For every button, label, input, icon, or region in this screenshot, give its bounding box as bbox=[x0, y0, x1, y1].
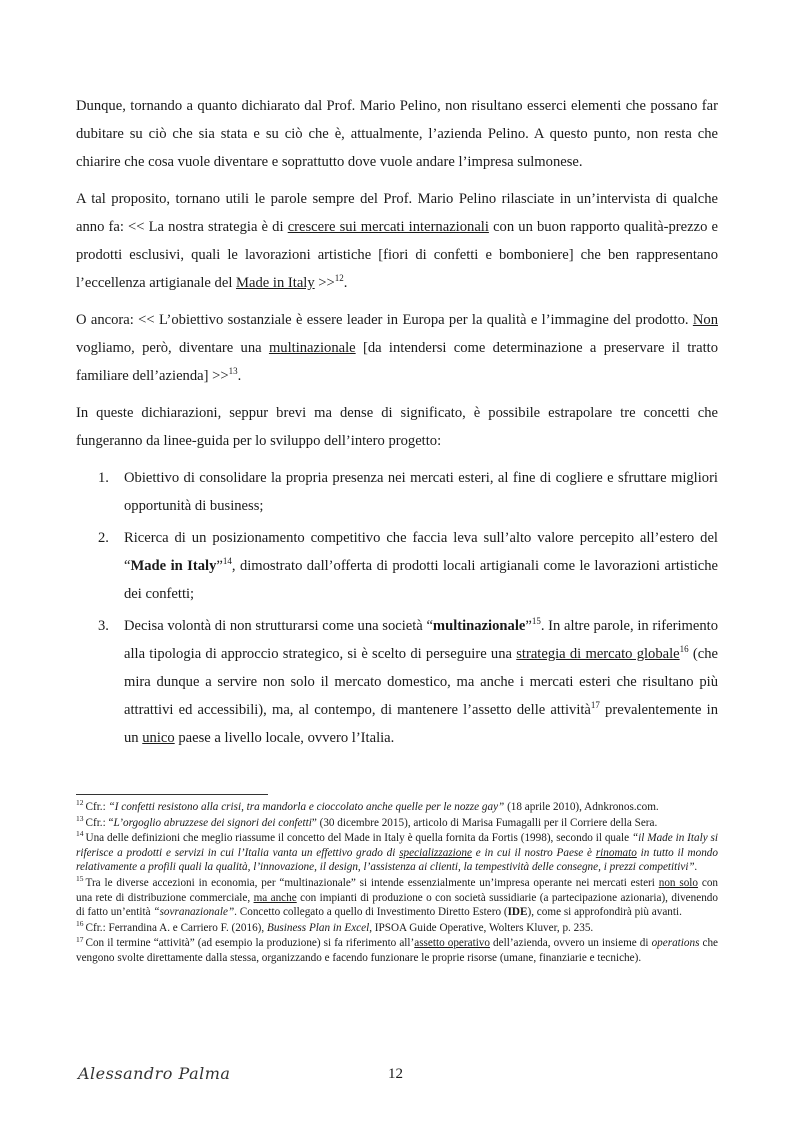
text-run: crescere sui mercati internazionali bbox=[287, 219, 489, 235]
text-run: Ricerca di un posizionamento competitivo che faccia leva sull’alto valore percepito all’estero del “ bbox=[124, 530, 718, 574]
text-run: >> bbox=[314, 275, 335, 291]
text-run: Decisa volontà di non strutturarsi come una società “ bbox=[124, 618, 433, 634]
paragraph bbox=[76, 185, 718, 297]
text-run: dell’azienda, ovvero un insieme di bbox=[490, 937, 652, 950]
text-run: che vengono svolte direttamente dalla stessa, organizzando e facendo funzionare le proprie risorse (umane, finanziarie e tecniche). bbox=[76, 937, 719, 964]
text-run: In queste dichiarazioni, seppur brevi ma dense di significato, è possibile estrapolare tre concetti che fungeranno da linee-guida per lo sviluppo dell’intero progetto: bbox=[76, 405, 718, 449]
text-run: , dimostrato dall’offerta di prodotti locali artigianali come le lavorazioni artistiche dei confetti; bbox=[124, 558, 718, 602]
text-run: rinomato bbox=[595, 846, 637, 859]
body-paragraphs bbox=[76, 92, 718, 455]
text-run: “I confetti resistono alla crisi, tra mandorla e cioccolato anche quelle per le nozze gay” bbox=[108, 801, 505, 813]
text-run: Cfr.: Ferrandina A. e Carriero F. (2016), bbox=[85, 921, 267, 934]
text-run: con una rete di distribuzione commerciale, bbox=[76, 876, 719, 904]
text-run: (18 aprile 2010), Adnkronos.com. bbox=[504, 801, 659, 813]
footnote-ref: 15 bbox=[531, 616, 541, 627]
text-run: Con il termine “attività” (ad esempio la produzione) si fa riferimento all’ bbox=[85, 937, 415, 950]
footnote-ref: 12 bbox=[334, 273, 344, 284]
text-run: ” bbox=[216, 558, 223, 574]
text-run: multinazionale bbox=[432, 618, 526, 634]
footnote-number: 16 bbox=[76, 919, 84, 929]
text-run: Made in Italy bbox=[130, 558, 217, 574]
text-run: . Concetto collegato a quello di Investimento Diretto Estero ( bbox=[234, 906, 508, 919]
footnote bbox=[76, 800, 718, 815]
text-run: . In altre parole, in riferimento alla tipologia di approccio strategico, si è scelto di perseguire una bbox=[124, 618, 718, 662]
footnotes bbox=[76, 800, 718, 967]
footnote-number: 13 bbox=[76, 813, 84, 823]
footnote bbox=[76, 876, 718, 920]
footnote-ref: 13 bbox=[228, 366, 238, 377]
text-run: ma anche bbox=[253, 891, 297, 904]
text-run: Non bbox=[692, 312, 718, 328]
footnote-ref: 14 bbox=[222, 556, 232, 567]
text-run: operations bbox=[651, 937, 700, 950]
paragraph bbox=[76, 399, 718, 455]
footnote-separator bbox=[76, 794, 268, 795]
text-run: IDE bbox=[507, 906, 528, 919]
text-run: e in cui il nostro Paese è bbox=[471, 846, 596, 859]
text-run: strategia di mercato globale bbox=[516, 646, 680, 662]
footnote-ref: 17 bbox=[590, 700, 600, 711]
main-text bbox=[76, 92, 718, 756]
text-run: Tra le diverse accezioni in economia, per “multinazionale” si intende essenzialmente un’impresa operante nei mercati esteri bbox=[85, 876, 659, 889]
text-run: . bbox=[343, 275, 348, 291]
text-run: Dunque, tornando a quanto dichiarato dal Prof. Mario Pelino, non risultano esserci elementi che possano far dubitare su ciò che sia stata e su ciò che è, attualmente, l’azienda Pelino. A questo punto, non resta che chiarire che cosa vuole diventare e soprattutto dove vuole andare l’impresa sulmonese. bbox=[76, 98, 718, 170]
paragraph bbox=[76, 306, 718, 390]
text-run: [da intendersi come determinazione a preservare il tratto familiare dell’azienda] >> bbox=[76, 340, 718, 384]
footnote-number: 15 bbox=[76, 874, 84, 884]
text-run: A tal proposito, tornano utili le parole sempre del Prof. Mario Pelino rilasciate in un’intervista di qualche anno fa: << La nostra strategia è di bbox=[76, 191, 718, 235]
text-run: con un buon rapporto qualità-prezzo e prodotti esclusivi, quali le lavorazioni artistiche [fiori di confetti e bomboniere] che ben rappresentano l’eccellenza artigianale del bbox=[76, 219, 719, 291]
list-item-number: 2. bbox=[98, 530, 109, 546]
text-run: Cfr.: bbox=[85, 801, 109, 813]
text-run: Made in Italy bbox=[236, 275, 315, 291]
text-run: , IPSOA Guide Operative, Wolters Kluver, p. 235. bbox=[369, 921, 594, 934]
text-run: assetto operativo bbox=[414, 937, 490, 950]
text-run: specializzazione bbox=[399, 846, 472, 859]
text-run: multinazionale bbox=[268, 340, 356, 356]
text-run: Una delle definizioni che meglio riassume il concetto del Made in Italy è quella fornita da Fortis (1998), secondo il quale bbox=[85, 832, 632, 845]
text-run: ” (30 dicembre 2015), articolo di Marisa Fumagalli per il Corriere della Sera. bbox=[311, 816, 658, 829]
text-run: in tutto il mondo relativamente a profili quali la qualità, l’innovazione, il design, l’assistenza ai clienti, la tempestività delle consegne, i prezzi competitivi”. bbox=[76, 846, 718, 874]
text-run: vogliamo, però, diventare una bbox=[76, 340, 269, 356]
footnote-number: 12 bbox=[76, 798, 84, 808]
text-run: Obiettivo di consolidare la propria presenza nei mercati esteri, al fine di cogliere e sfruttare migliori opportunità di business; bbox=[124, 470, 718, 514]
author-signature: Alessandro Palma bbox=[78, 1064, 231, 1083]
footnote-ref: 16 bbox=[679, 644, 689, 655]
footnote-number: 14 bbox=[76, 829, 84, 839]
list-item bbox=[76, 612, 718, 752]
list-item bbox=[76, 524, 718, 608]
text-run: (che mira dunque a servire non solo il mercato domestico, ma anche i mercati esteri che risultano più attrattivi ed accessibili), ma, al contempo, di mantenere l’assetto delle attività bbox=[124, 646, 718, 718]
text-run: Business Plan in Excel bbox=[266, 921, 370, 934]
text-run: unico bbox=[142, 730, 175, 746]
text-run: O ancora: << L’obiettivo sostanziale è essere leader in Europa per la qualità e l’immagine del prodotto. bbox=[76, 312, 693, 328]
paragraph bbox=[76, 92, 718, 176]
guideline-list bbox=[76, 464, 718, 752]
text-run: “sovranazionale” bbox=[153, 906, 235, 919]
text-run: non solo bbox=[658, 876, 699, 889]
footnote bbox=[76, 831, 718, 875]
text-run: con impianti di produzione o con società sussidiarie (a partecipazione azionaria), divenendo di fatto un’entità bbox=[76, 891, 718, 919]
text-run: . bbox=[237, 368, 242, 384]
footnote-number: 17 bbox=[76, 934, 84, 944]
footnote bbox=[76, 936, 718, 965]
text-run: prevalentemente in un bbox=[124, 702, 718, 746]
text-run: paese a livello locale, ovvero l’Italia. bbox=[174, 730, 395, 746]
list-item bbox=[76, 464, 718, 520]
text-run: “il Made in Italy si riferisce a prodotti e servizi in cui l’Italia vanta un effettivo grado di bbox=[76, 832, 719, 859]
text-run: ” bbox=[525, 618, 532, 634]
page-number: 12 bbox=[388, 1066, 403, 1082]
list-item-number: 1. bbox=[98, 470, 109, 486]
footnote bbox=[76, 921, 718, 936]
text-run: L’orgoglio abruzzese dei signori dei confetti bbox=[113, 816, 312, 829]
text-run: ), come si approfondirà più avanti. bbox=[527, 906, 682, 919]
text-run: Cfr.: “ bbox=[85, 816, 114, 829]
list-item-number: 3. bbox=[98, 618, 109, 634]
footnote bbox=[76, 813, 718, 831]
